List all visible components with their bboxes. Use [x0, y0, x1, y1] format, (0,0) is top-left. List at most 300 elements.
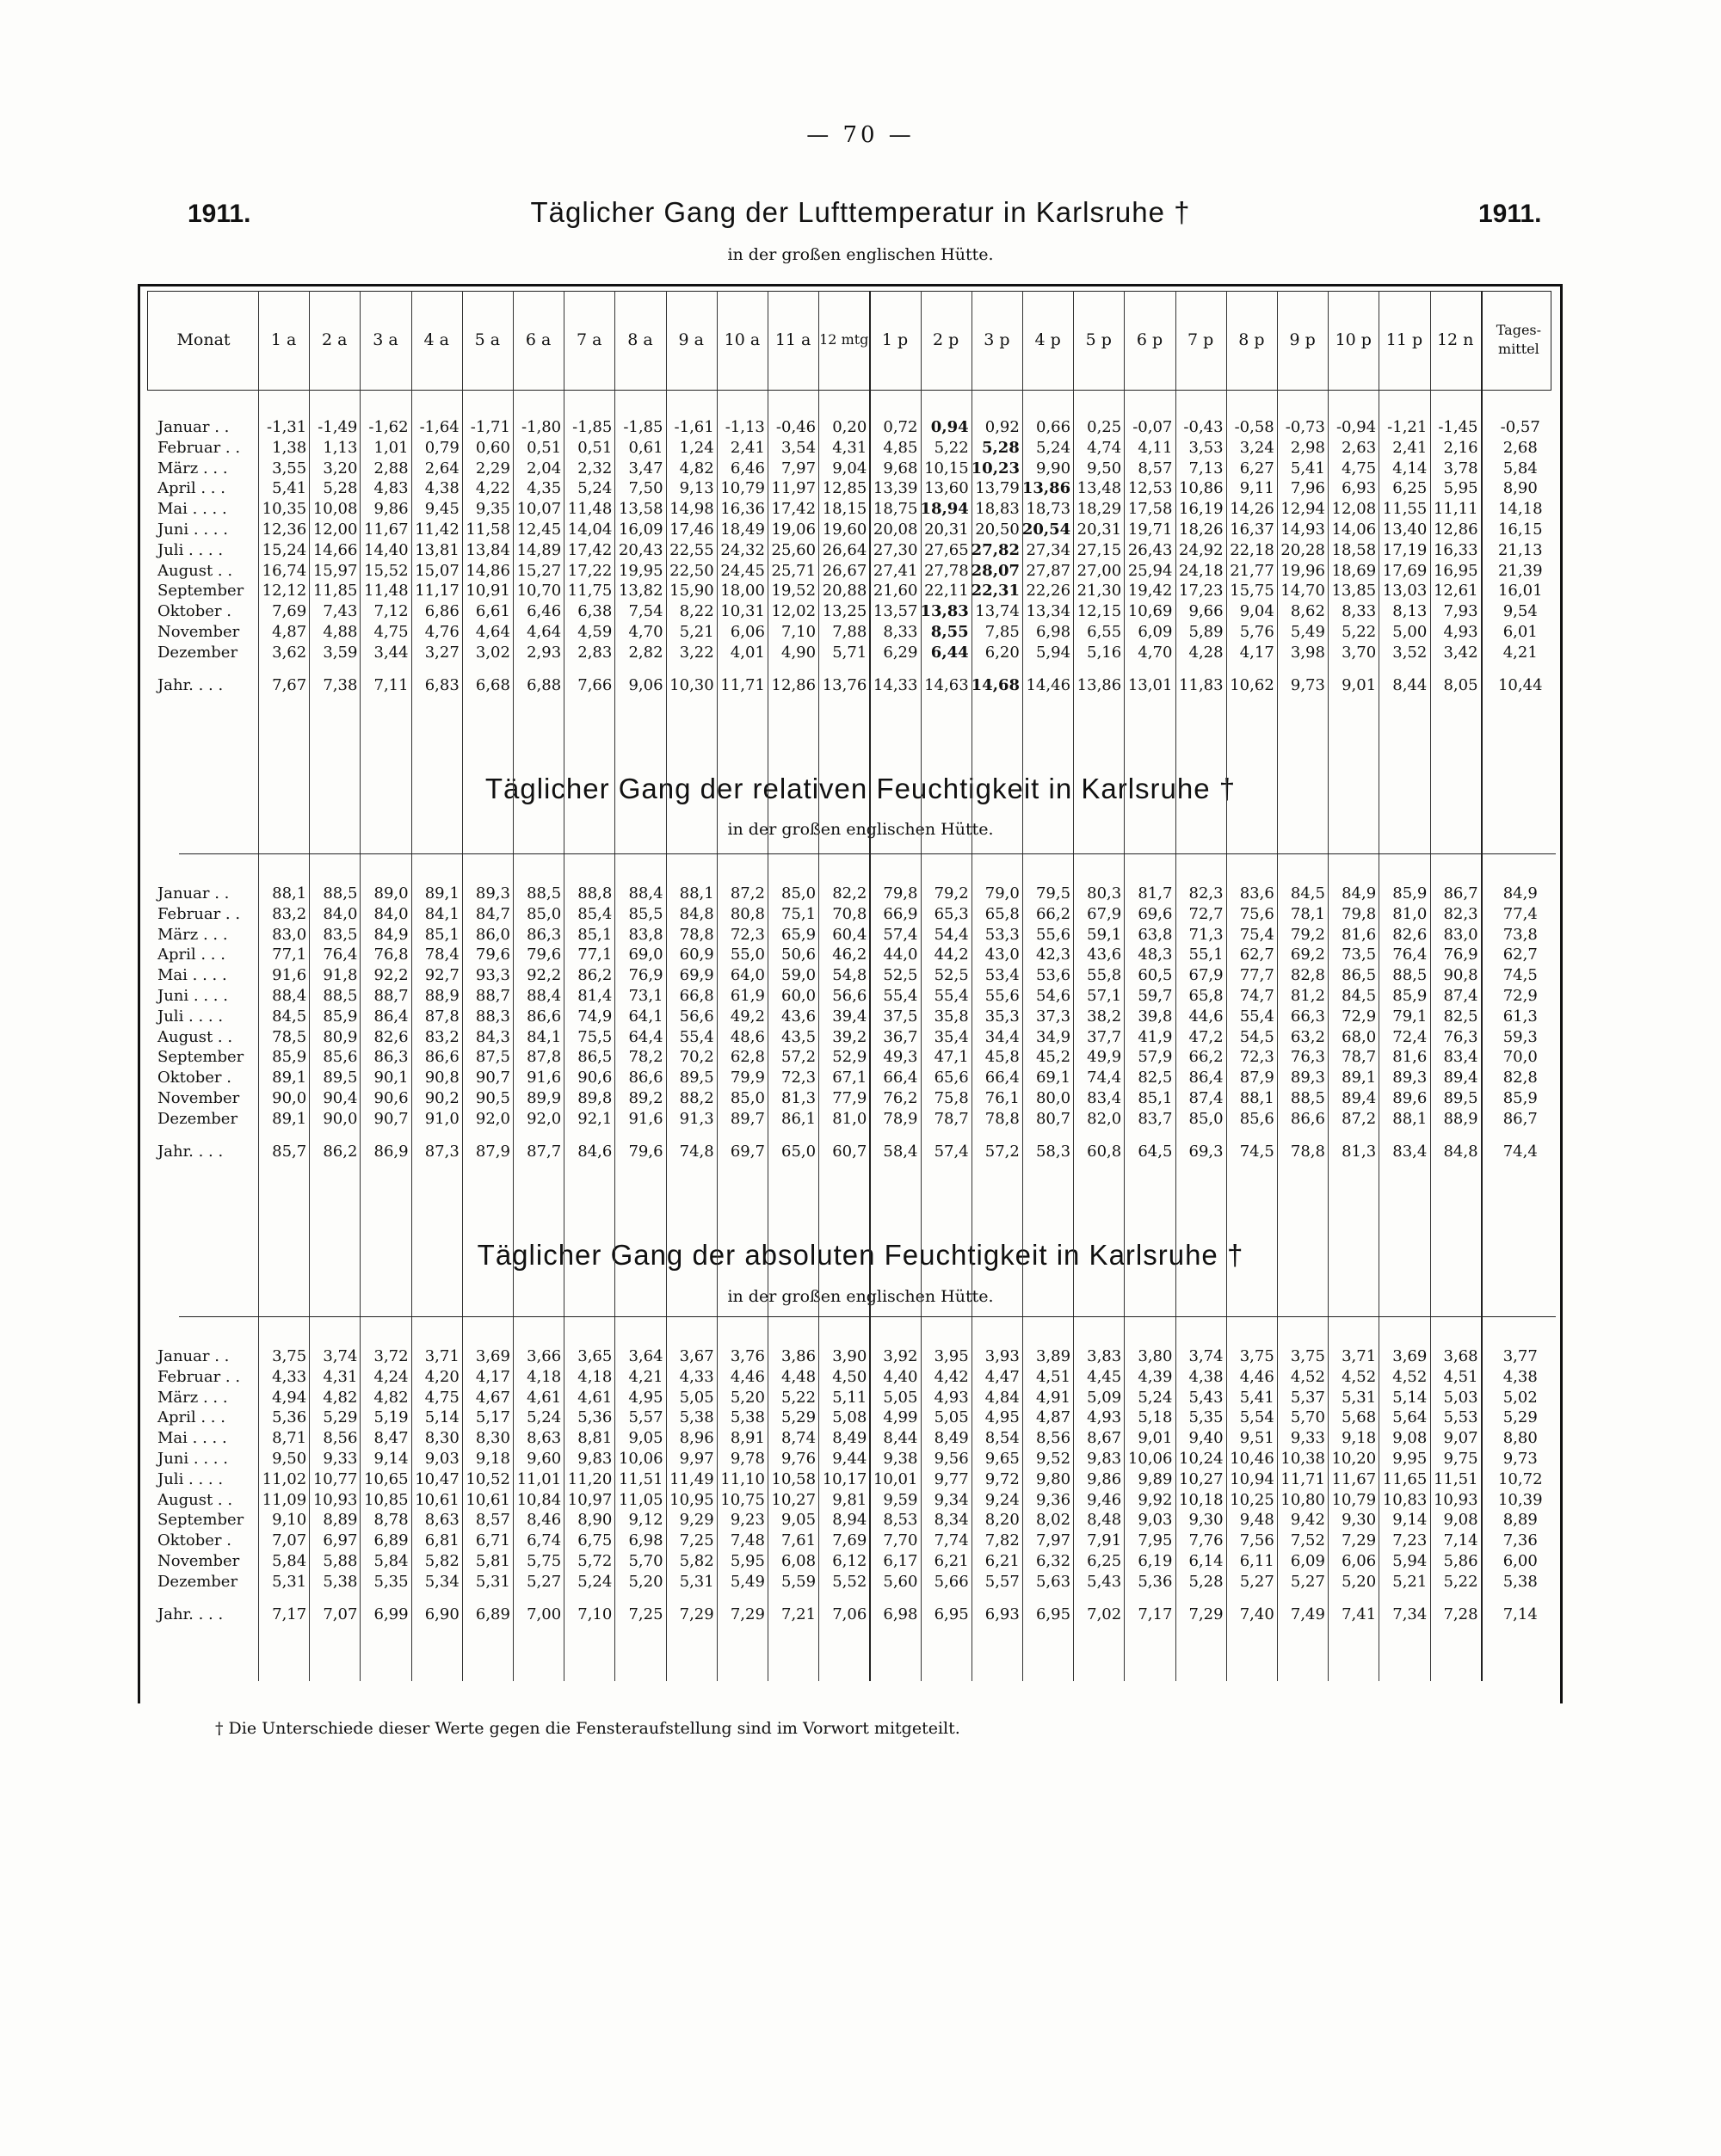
hour-value: 21,77 [1230, 561, 1274, 580]
hour-value: 69,0 [628, 946, 663, 964]
hour-value: 10,79 [720, 479, 765, 498]
hour-value: 11,75 [567, 582, 613, 601]
hour-value: 70,8 [832, 904, 867, 923]
hour-value: 82,2 [832, 884, 867, 902]
hour-value: 7,14 [1443, 1531, 1478, 1550]
hour-value: -1,21 [1387, 418, 1428, 436]
hour-value: 3,22 [679, 643, 714, 662]
hour-value: 3,52 [1392, 643, 1428, 662]
hour-value: 19,52 [771, 582, 817, 601]
hour-value: 86,4 [1188, 1069, 1224, 1087]
hour-value: 0,79 [424, 438, 460, 457]
hour-value: 93,3 [475, 966, 510, 985]
daily-mean-value: 62,7 [1502, 946, 1538, 964]
table-row [140, 1346, 1560, 1367]
hour-value: 14,63 [924, 675, 969, 694]
header-hour: 11 a [774, 330, 811, 349]
hour-value: 5,86 [1443, 1551, 1478, 1570]
hour-value: 9,92 [1138, 1490, 1173, 1509]
hour-value: 6,83 [424, 675, 460, 694]
hour-value: 75,4 [1239, 925, 1274, 944]
hour-value: 3,65 [577, 1347, 613, 1365]
hour-value: 82,6 [373, 1027, 409, 1046]
hour-value: 66,4 [984, 1069, 1020, 1087]
hour-value: 5,72 [577, 1551, 613, 1570]
hour-value: 6,93 [1342, 479, 1377, 498]
hour-value: 4,22 [475, 479, 510, 498]
hour-value: 24,45 [720, 561, 765, 580]
row-month-label: August . . [157, 1027, 233, 1046]
hour-value: 84,8 [1443, 1142, 1478, 1161]
header-hour: 7 p [1187, 330, 1214, 349]
hour-value: 85,0 [1188, 1109, 1224, 1128]
hour-value: 4,93 [1087, 1408, 1122, 1427]
hour-value: 4,94 [272, 1388, 307, 1407]
hour-value: 27,78 [924, 561, 969, 580]
hour-value: 18,49 [720, 520, 765, 539]
hour-value: 7,70 [883, 1531, 918, 1550]
table-row [140, 945, 1560, 965]
daily-mean-value: 74,5 [1502, 966, 1538, 985]
hour-value: 7,28 [1443, 1605, 1478, 1623]
hour-value: 5,66 [934, 1572, 969, 1591]
hour-value: 74,9 [577, 1007, 613, 1026]
hour-value: 5,49 [730, 1572, 765, 1591]
row-month-label: Juni . . . . [157, 520, 228, 539]
hour-value: 3,66 [527, 1347, 562, 1365]
table-title-relative-humidity: Täglicher Gang der relativen Feuchtigkeit in Karlsruhe † [484, 773, 1237, 804]
hour-value: 85,1 [1138, 1088, 1173, 1107]
hour-value: 18,29 [1076, 500, 1122, 519]
hour-value: 7,82 [984, 1531, 1020, 1550]
hour-value: 19,42 [1127, 582, 1173, 601]
row-month-label: Oktober . [157, 1069, 231, 1087]
hour-value: 6,99 [373, 1605, 409, 1623]
header-hour: 2 a [322, 330, 348, 349]
hour-value: 8,44 [883, 1429, 918, 1448]
hour-value: 9,80 [1035, 1469, 1071, 1488]
hour-value: 6,25 [1392, 479, 1428, 498]
hour-value: 74,7 [1239, 986, 1274, 1005]
hour-value: 4,93 [934, 1388, 969, 1407]
hour-value: 13,57 [873, 602, 918, 621]
hour-value: 53,6 [1035, 966, 1071, 985]
header-hour: 5 p [1085, 330, 1112, 349]
hour-value: 7,54 [628, 602, 663, 621]
hour-value: 22,18 [1230, 540, 1274, 559]
hour-value: 3,64 [628, 1347, 663, 1365]
hour-value: 6,93 [984, 1605, 1020, 1623]
hour-value: 27,15 [1076, 540, 1122, 559]
hour-value: 14,89 [516, 540, 562, 559]
hour-value: 5,41 [1290, 459, 1325, 477]
hour-value: 10,18 [1179, 1490, 1224, 1509]
hour-value: 14,93 [1280, 520, 1325, 539]
hour-value: 47,1 [934, 1048, 969, 1067]
hour-value: 5,63 [1035, 1572, 1071, 1591]
hour-value: 5,14 [424, 1408, 460, 1427]
hour-value: 84,0 [373, 904, 409, 923]
hour-value: 3,86 [781, 1347, 817, 1365]
hour-value: 82,3 [1188, 884, 1224, 902]
hour-value: 10,20 [1331, 1449, 1377, 1468]
hour-value: 5,20 [1342, 1572, 1377, 1591]
hour-value: 4,75 [373, 622, 409, 641]
hour-value: 5,22 [1443, 1572, 1478, 1591]
hour-value: 7,93 [1443, 602, 1478, 621]
table-row [140, 904, 1560, 925]
hour-value: 5,31 [475, 1572, 510, 1591]
hour-value: 80,8 [730, 904, 765, 923]
hour-value: 26,64 [822, 540, 867, 559]
hour-value: 89,8 [577, 1088, 613, 1107]
hour-value: 8,34 [934, 1511, 969, 1530]
hour-value: 15,27 [516, 561, 562, 580]
hour-value: 84,9 [373, 925, 409, 944]
hour-value: 66,9 [883, 904, 918, 923]
hour-value: 39,4 [832, 1007, 867, 1026]
hour-value: 71,3 [1188, 925, 1224, 944]
row-month-label: Dezember [157, 1572, 238, 1591]
hour-value: 7,23 [1392, 1531, 1428, 1550]
hour-value: 8,62 [1290, 602, 1325, 621]
hour-value: 5,75 [527, 1551, 562, 1570]
row-month-label: Oktober . [157, 1531, 231, 1550]
hour-value: 10,17 [822, 1469, 867, 1488]
hour-value: 5,41 [1239, 1388, 1274, 1407]
hour-value: 81,3 [1342, 1142, 1377, 1161]
hour-value: 87,8 [424, 1007, 460, 1026]
hour-value: 25,60 [771, 540, 817, 559]
hour-value: 5,43 [1087, 1572, 1122, 1591]
hour-value: 76,8 [373, 946, 409, 964]
hour-value: 49,3 [883, 1048, 918, 1067]
hour-value: 4,64 [527, 622, 562, 641]
hour-value: 27,34 [1026, 540, 1071, 559]
hour-value: 5,36 [272, 1408, 307, 1427]
hour-value: 82,6 [1392, 925, 1428, 944]
hour-value: 6,68 [475, 675, 510, 694]
table-frame [138, 284, 1563, 1703]
hour-value: 27,30 [873, 540, 918, 559]
hour-value: 6,20 [984, 643, 1020, 662]
table-row [140, 520, 1560, 540]
hour-value: 83,0 [1443, 925, 1478, 944]
hour-value: 7,21 [781, 1605, 817, 1623]
daily-mean-value: 10,44 [1497, 675, 1543, 694]
hour-value: 90,8 [1443, 966, 1478, 985]
hour-value: 5,84 [272, 1551, 307, 1570]
row-month-label: Januar . . [157, 1347, 230, 1365]
daily-mean-value: 70,0 [1502, 1048, 1538, 1067]
hour-value: 13,85 [1331, 582, 1377, 601]
hour-value: 18,94 [920, 500, 969, 519]
hour-value: 21,30 [1076, 582, 1122, 601]
hour-value: 80,7 [1035, 1109, 1071, 1128]
hour-value: 8,49 [832, 1429, 867, 1448]
header-hour: 3 a [373, 330, 398, 349]
hour-value: 9,18 [1342, 1429, 1377, 1448]
hour-value: 6,95 [934, 1605, 969, 1623]
hour-value: 6,29 [883, 643, 918, 662]
hour-value: 9,05 [628, 1429, 663, 1448]
hour-value: 6,44 [930, 643, 969, 662]
hour-value: 11,71 [1280, 1469, 1325, 1488]
hour-value: 8,53 [883, 1511, 918, 1530]
hour-value: 85,9 [272, 1048, 307, 1067]
hour-value: 10,93 [1433, 1490, 1478, 1509]
hour-value: 3,69 [1392, 1347, 1428, 1365]
hour-value: 58,3 [1035, 1142, 1071, 1161]
hour-value: 91,6 [272, 966, 307, 985]
table-title-temperature: Täglicher Gang der Lufttemperatur in Karlsruhe † [530, 196, 1191, 228]
hour-value: 57,4 [883, 925, 918, 944]
hour-value: 4,95 [628, 1388, 663, 1407]
hour-value: 16,19 [1179, 500, 1224, 519]
hour-value: 8,74 [781, 1429, 817, 1448]
hour-value: 60,7 [832, 1142, 867, 1161]
hour-value: 12,45 [516, 520, 562, 539]
daily-mean-value: 3,77 [1502, 1347, 1538, 1365]
hour-value: 82,8 [1290, 966, 1325, 985]
hour-value: 67,9 [1188, 966, 1224, 985]
hour-value: 3,71 [424, 1347, 460, 1365]
hour-value: 10,30 [669, 675, 714, 694]
hour-value: 74,8 [679, 1142, 714, 1161]
hour-value: 84,1 [527, 1027, 562, 1046]
hour-value: 5,28 [323, 479, 358, 498]
hour-value: 3,83 [1087, 1347, 1122, 1365]
hour-value: 89,4 [1443, 1069, 1478, 1087]
hour-value: 5,09 [1087, 1388, 1122, 1407]
hour-value: 13,86 [1021, 479, 1071, 498]
hour-value: 5,89 [1188, 622, 1224, 641]
hour-value: 9,30 [1342, 1511, 1377, 1530]
hour-value: 7,02 [1087, 1605, 1122, 1623]
hour-value: 34,9 [1035, 1027, 1071, 1046]
hour-value: 9,48 [1239, 1511, 1274, 1530]
hour-value: 10,86 [1179, 479, 1224, 498]
hour-value: 4,52 [1290, 1367, 1325, 1386]
hour-value: 55,4 [883, 986, 918, 1005]
hour-value: 4,01 [730, 643, 765, 662]
hour-value: 13,03 [1382, 582, 1428, 601]
hour-value: -1,62 [368, 418, 409, 436]
hour-value: 15,52 [364, 561, 409, 580]
hour-value: 41,9 [1138, 1027, 1173, 1046]
hour-value: 9,78 [730, 1449, 765, 1468]
daily-mean-value: 86,7 [1502, 1109, 1538, 1128]
hour-value: 5,57 [984, 1572, 1020, 1591]
hour-value: 79,5 [1035, 884, 1071, 902]
hour-value: 13,58 [618, 500, 663, 519]
hour-value: 77,1 [577, 946, 613, 964]
hour-value: 44,2 [934, 946, 969, 964]
hour-value: 9,50 [1087, 459, 1122, 477]
row-month-label: August . . [157, 1490, 233, 1509]
hour-value: 8,30 [475, 1429, 510, 1448]
hour-value: 54,4 [934, 925, 969, 944]
hour-value: 9,01 [1342, 675, 1377, 694]
hour-value: 90,7 [475, 1069, 510, 1087]
hour-value: 9,29 [679, 1511, 714, 1530]
daily-mean-value: 72,9 [1502, 986, 1538, 1005]
absolute-humidity-table [140, 1346, 1560, 1632]
hour-value: 5,64 [1392, 1408, 1428, 1427]
table-row [140, 1408, 1560, 1428]
hour-value: 5,82 [679, 1551, 714, 1570]
hour-value: 13,40 [1382, 520, 1428, 539]
row-month-label: April . . . [157, 479, 225, 498]
hour-value: 4,93 [1443, 622, 1478, 641]
hour-value: 19,71 [1127, 520, 1173, 539]
hour-value: 8,54 [984, 1429, 1020, 1448]
hour-value: 9,97 [679, 1449, 714, 1468]
hour-value: 89,5 [679, 1069, 714, 1087]
hour-value: 28,07 [971, 561, 1021, 580]
hour-value: 35,3 [984, 1007, 1020, 1026]
temperature-table [140, 417, 1560, 703]
hour-value: 88,5 [1392, 966, 1428, 985]
hour-value: 66,8 [679, 986, 714, 1005]
hour-value: 81,0 [1392, 904, 1428, 923]
hour-value: 14,66 [312, 540, 358, 559]
hour-value: 5,03 [1443, 1388, 1478, 1407]
hour-value: 42,3 [1035, 946, 1071, 964]
hour-value: 10,85 [364, 1490, 409, 1509]
hour-value: 66,3 [1290, 1007, 1325, 1026]
hour-value: 61,9 [730, 986, 765, 1005]
hour-value: 5,60 [883, 1572, 918, 1591]
row-month-label: April . . . [157, 1408, 225, 1427]
hour-value: 83,4 [1443, 1048, 1478, 1067]
hour-value: 2,41 [1392, 438, 1428, 457]
hour-value: 11,17 [415, 582, 460, 601]
hour-value: 79,6 [475, 946, 510, 964]
table-row [140, 1068, 1560, 1088]
hour-value: 45,2 [1035, 1048, 1071, 1067]
row-month-label: November [157, 622, 240, 641]
header-hour: 8 p [1238, 330, 1265, 349]
hour-value: 11,05 [618, 1490, 663, 1509]
hour-value: 26,43 [1127, 540, 1173, 559]
hour-value: 5,31 [272, 1572, 307, 1591]
hour-value: 9,52 [1035, 1449, 1071, 1468]
hour-value: -1,45 [1438, 418, 1478, 436]
hour-value: 5,38 [679, 1408, 714, 1427]
hour-value: 3,47 [628, 459, 663, 477]
hour-value: -0,94 [1335, 418, 1377, 436]
hour-value: 9,81 [832, 1490, 867, 1509]
row-month-label: Mai . . . . [157, 966, 227, 985]
table-row [140, 925, 1560, 946]
hour-value: 9,23 [730, 1511, 765, 1530]
hour-value: 5,76 [1239, 622, 1274, 641]
hour-value: 81,0 [832, 1109, 867, 1128]
hour-value: 16,74 [262, 561, 307, 580]
hour-value: 88,7 [475, 986, 510, 1005]
hour-value: 60,5 [1138, 966, 1173, 985]
hour-value: 6,17 [883, 1551, 918, 1570]
hour-value: 86,6 [424, 1048, 460, 1067]
hour-value: -0,07 [1132, 418, 1173, 436]
hour-value: 5,36 [577, 1408, 613, 1427]
hour-value: 43,6 [781, 1007, 817, 1026]
hour-value: 2,98 [1290, 438, 1325, 457]
hour-value: 9,34 [934, 1490, 969, 1509]
hour-value: 10,58 [771, 1469, 817, 1488]
hour-value: 3,67 [679, 1347, 714, 1365]
hour-value: 9,05 [781, 1511, 817, 1530]
hour-value: 88,5 [1290, 1088, 1325, 1107]
hour-value: 89,1 [1342, 1069, 1377, 1087]
hour-value: 88,8 [577, 884, 613, 902]
row-month-label: Juli . . . . [157, 540, 224, 559]
hour-value: 76,9 [1443, 946, 1478, 964]
hour-value: 9,51 [1239, 1429, 1274, 1448]
hour-value: 9,86 [1087, 1469, 1122, 1488]
hour-value: 85,6 [1239, 1109, 1274, 1128]
hour-value: 8,49 [934, 1429, 969, 1448]
hour-value: 76,1 [984, 1088, 1020, 1107]
hour-value: 6,75 [577, 1531, 613, 1550]
hour-value: 8,90 [577, 1511, 613, 1530]
hour-value: 65,9 [781, 925, 817, 944]
hour-value: 64,1 [628, 1007, 663, 1026]
hour-value: 11,49 [669, 1469, 714, 1488]
hour-value: 8,57 [475, 1511, 510, 1530]
hour-value: 88,9 [1443, 1109, 1478, 1128]
hour-value: 7,00 [527, 1605, 562, 1623]
hour-value: 4,28 [1188, 643, 1224, 662]
hour-value: 6,38 [577, 602, 613, 621]
hour-value: 22,50 [669, 561, 714, 580]
hour-value: 12,94 [1280, 500, 1325, 519]
hour-value: 8,56 [323, 1429, 358, 1448]
hour-value: 10,25 [1230, 1490, 1274, 1509]
hour-value: 11,67 [364, 520, 409, 539]
hour-value: 5,24 [577, 1572, 613, 1591]
hour-value: 9,18 [475, 1449, 510, 1468]
hour-value: 7,25 [679, 1531, 714, 1550]
hour-value: 79,9 [730, 1069, 765, 1087]
hour-value: 4,83 [373, 479, 409, 498]
hour-value: 54,6 [1035, 986, 1071, 1005]
hour-value: 10,31 [720, 602, 765, 621]
hour-value: 37,7 [1087, 1027, 1122, 1046]
hour-value: 92,1 [577, 1109, 613, 1128]
row-month-label: September [157, 582, 244, 601]
hour-value: 2,41 [730, 438, 765, 457]
hour-value: 3,54 [781, 438, 817, 457]
hour-value: 12,12 [262, 582, 307, 601]
header-hour: 4 p [1034, 330, 1061, 349]
hour-value: 69,7 [730, 1142, 765, 1161]
hour-value: 9,11 [1239, 479, 1274, 498]
hour-value: 68,0 [1342, 1027, 1377, 1046]
hour-value: 88,1 [679, 884, 714, 902]
hour-value: 20,88 [822, 582, 867, 601]
hour-value: 3,80 [1138, 1347, 1173, 1365]
hour-value: 55,6 [1035, 925, 1071, 944]
hour-value: 9,42 [1290, 1511, 1325, 1530]
hour-value: 7,91 [1087, 1531, 1122, 1550]
hour-value: 4,31 [832, 438, 867, 457]
hour-value: 20,08 [873, 520, 918, 539]
hour-value: -1,13 [725, 418, 765, 436]
hour-value: 3,75 [1290, 1347, 1325, 1365]
hour-value: 4,14 [1392, 459, 1428, 477]
